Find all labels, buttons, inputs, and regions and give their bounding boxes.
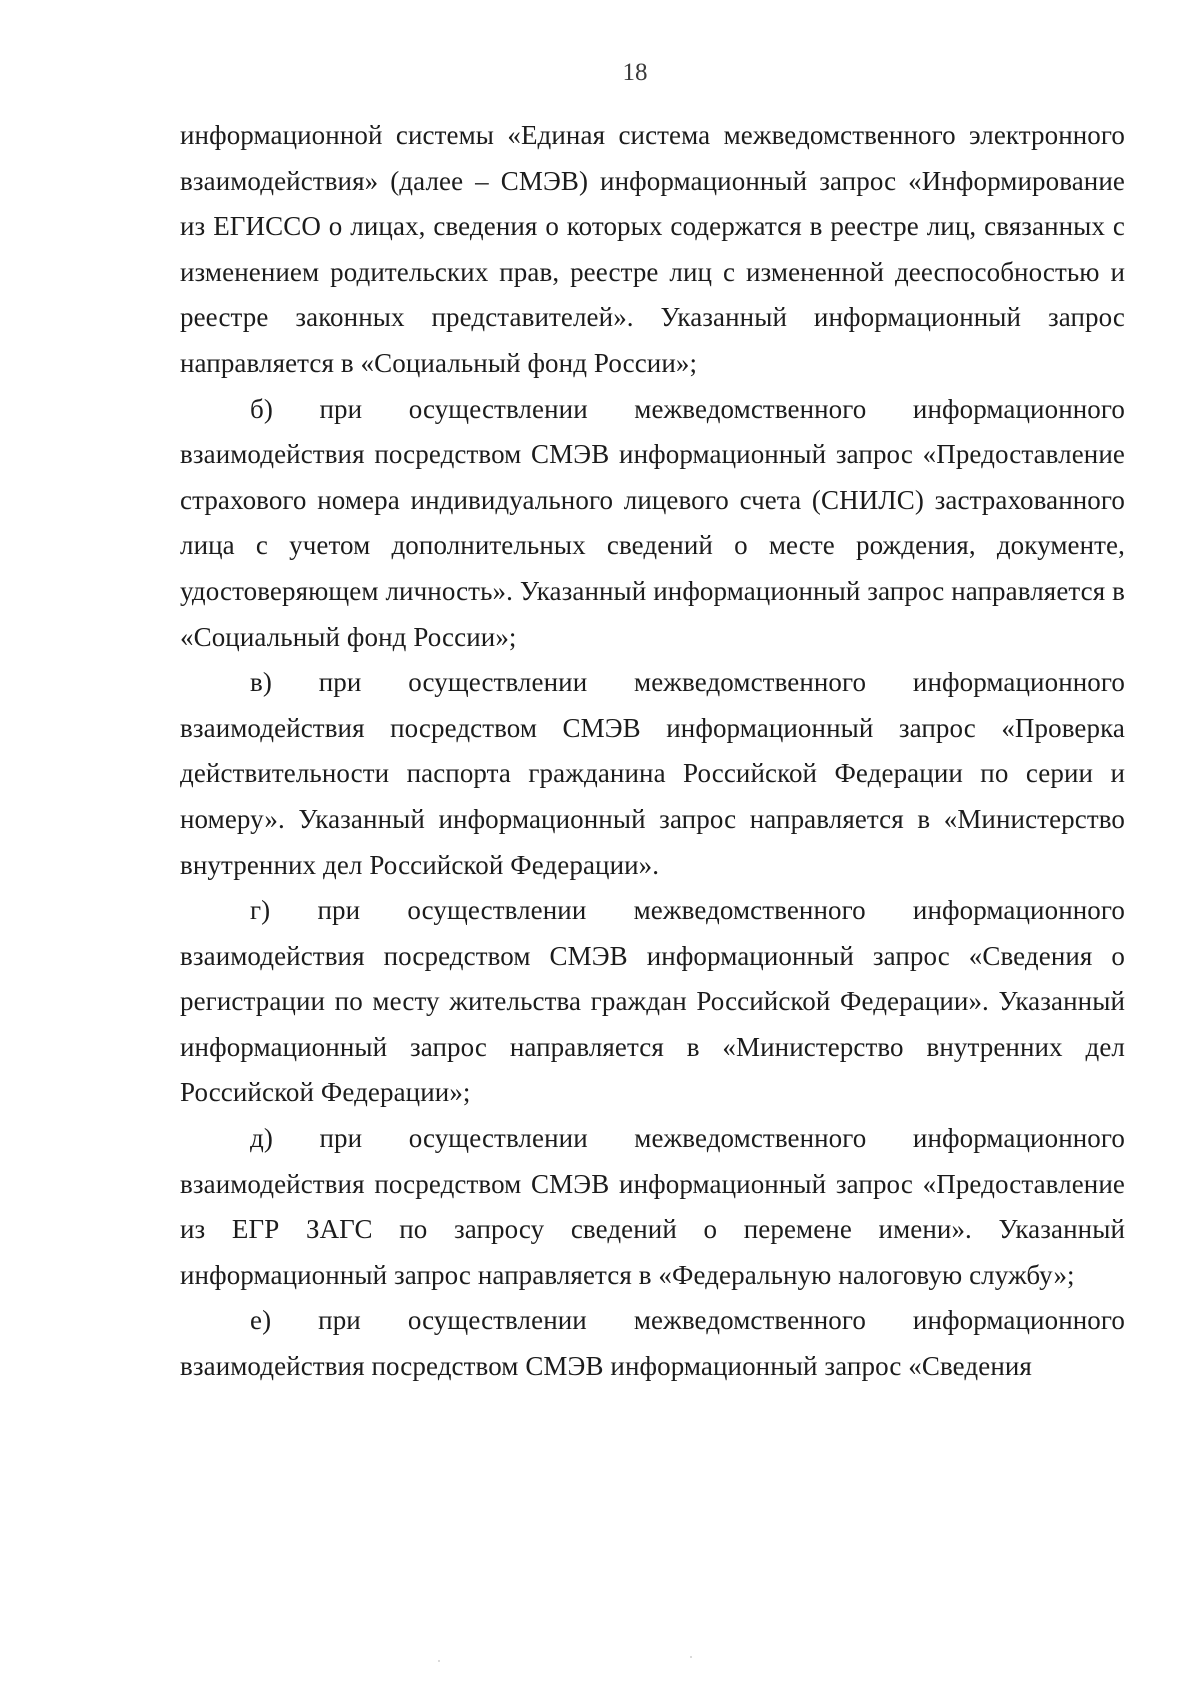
paragraph-item-d: д) при осуществлении межведомственного информационного взаимодействия посредством СМЭВ информационный запрос «Предоставление из ЕГР ЗАГС по запросу сведений о перемене имени». Указанный информационный запрос направляется в «Федеральную налоговую службу»; bbox=[180, 1123, 1125, 1290]
paragraph-item-b: б) при осуществлении межведомственного информационного взаимодействия посредством СМЭВ информационный запрос «Предоставление страхового номера индивидуального лицевого счета (СНИЛС) застрахованного лица с учетом дополнительных сведений о месте рождения, документе, удостоверяющем личность». Указанный информационный запрос направляется в «Социальный фонд России»; bbox=[180, 393, 1125, 652]
page-number: 18 bbox=[622, 59, 648, 86]
paragraph-continuation: информационной системы «Единая система межведомственного электронного взаимодействия» (далее – СМЭВ) информационный запрос «Информирование из ЕГИССО о лицах, сведения о которых содержатся в реестре лиц, связанных с изменением родительских прав, реестре лиц с измененной дееспособностью и реестре законных представителей». Указанный информационный запрос направляется в «Социальный фонд России»; bbox=[180, 120, 1125, 378]
paragraph-item-v: в) при осуществлении межведомственного информационного взаимодействия посредством СМЭВ информационный запрос «Проверка действительности паспорта гражданина Российской Федерации по серии и номеру». Указанный информационный запрос направляется в «Министерство внутренних дел Российской Федерации». bbox=[180, 667, 1125, 880]
document-body bbox=[180, 113, 1125, 1390]
paragraph-item-e: е) при осуществлении межведомственного информационного взаимодействия посредством СМЭВ информационный запрос «Сведения bbox=[180, 1305, 1125, 1382]
scan-artifact-dot bbox=[438, 1660, 440, 1662]
scan-artifact-dot bbox=[690, 1656, 692, 1658]
paragraph-item-g: г) при осуществлении межведомственного информационного взаимодействия посредством СМЭВ информационный запрос «Сведения о регистрации по месту жительства граждан Российской Федерации». Указанный информационный запрос направляется в «Министерство внутренних дел Российской Федерации»; bbox=[180, 895, 1125, 1108]
